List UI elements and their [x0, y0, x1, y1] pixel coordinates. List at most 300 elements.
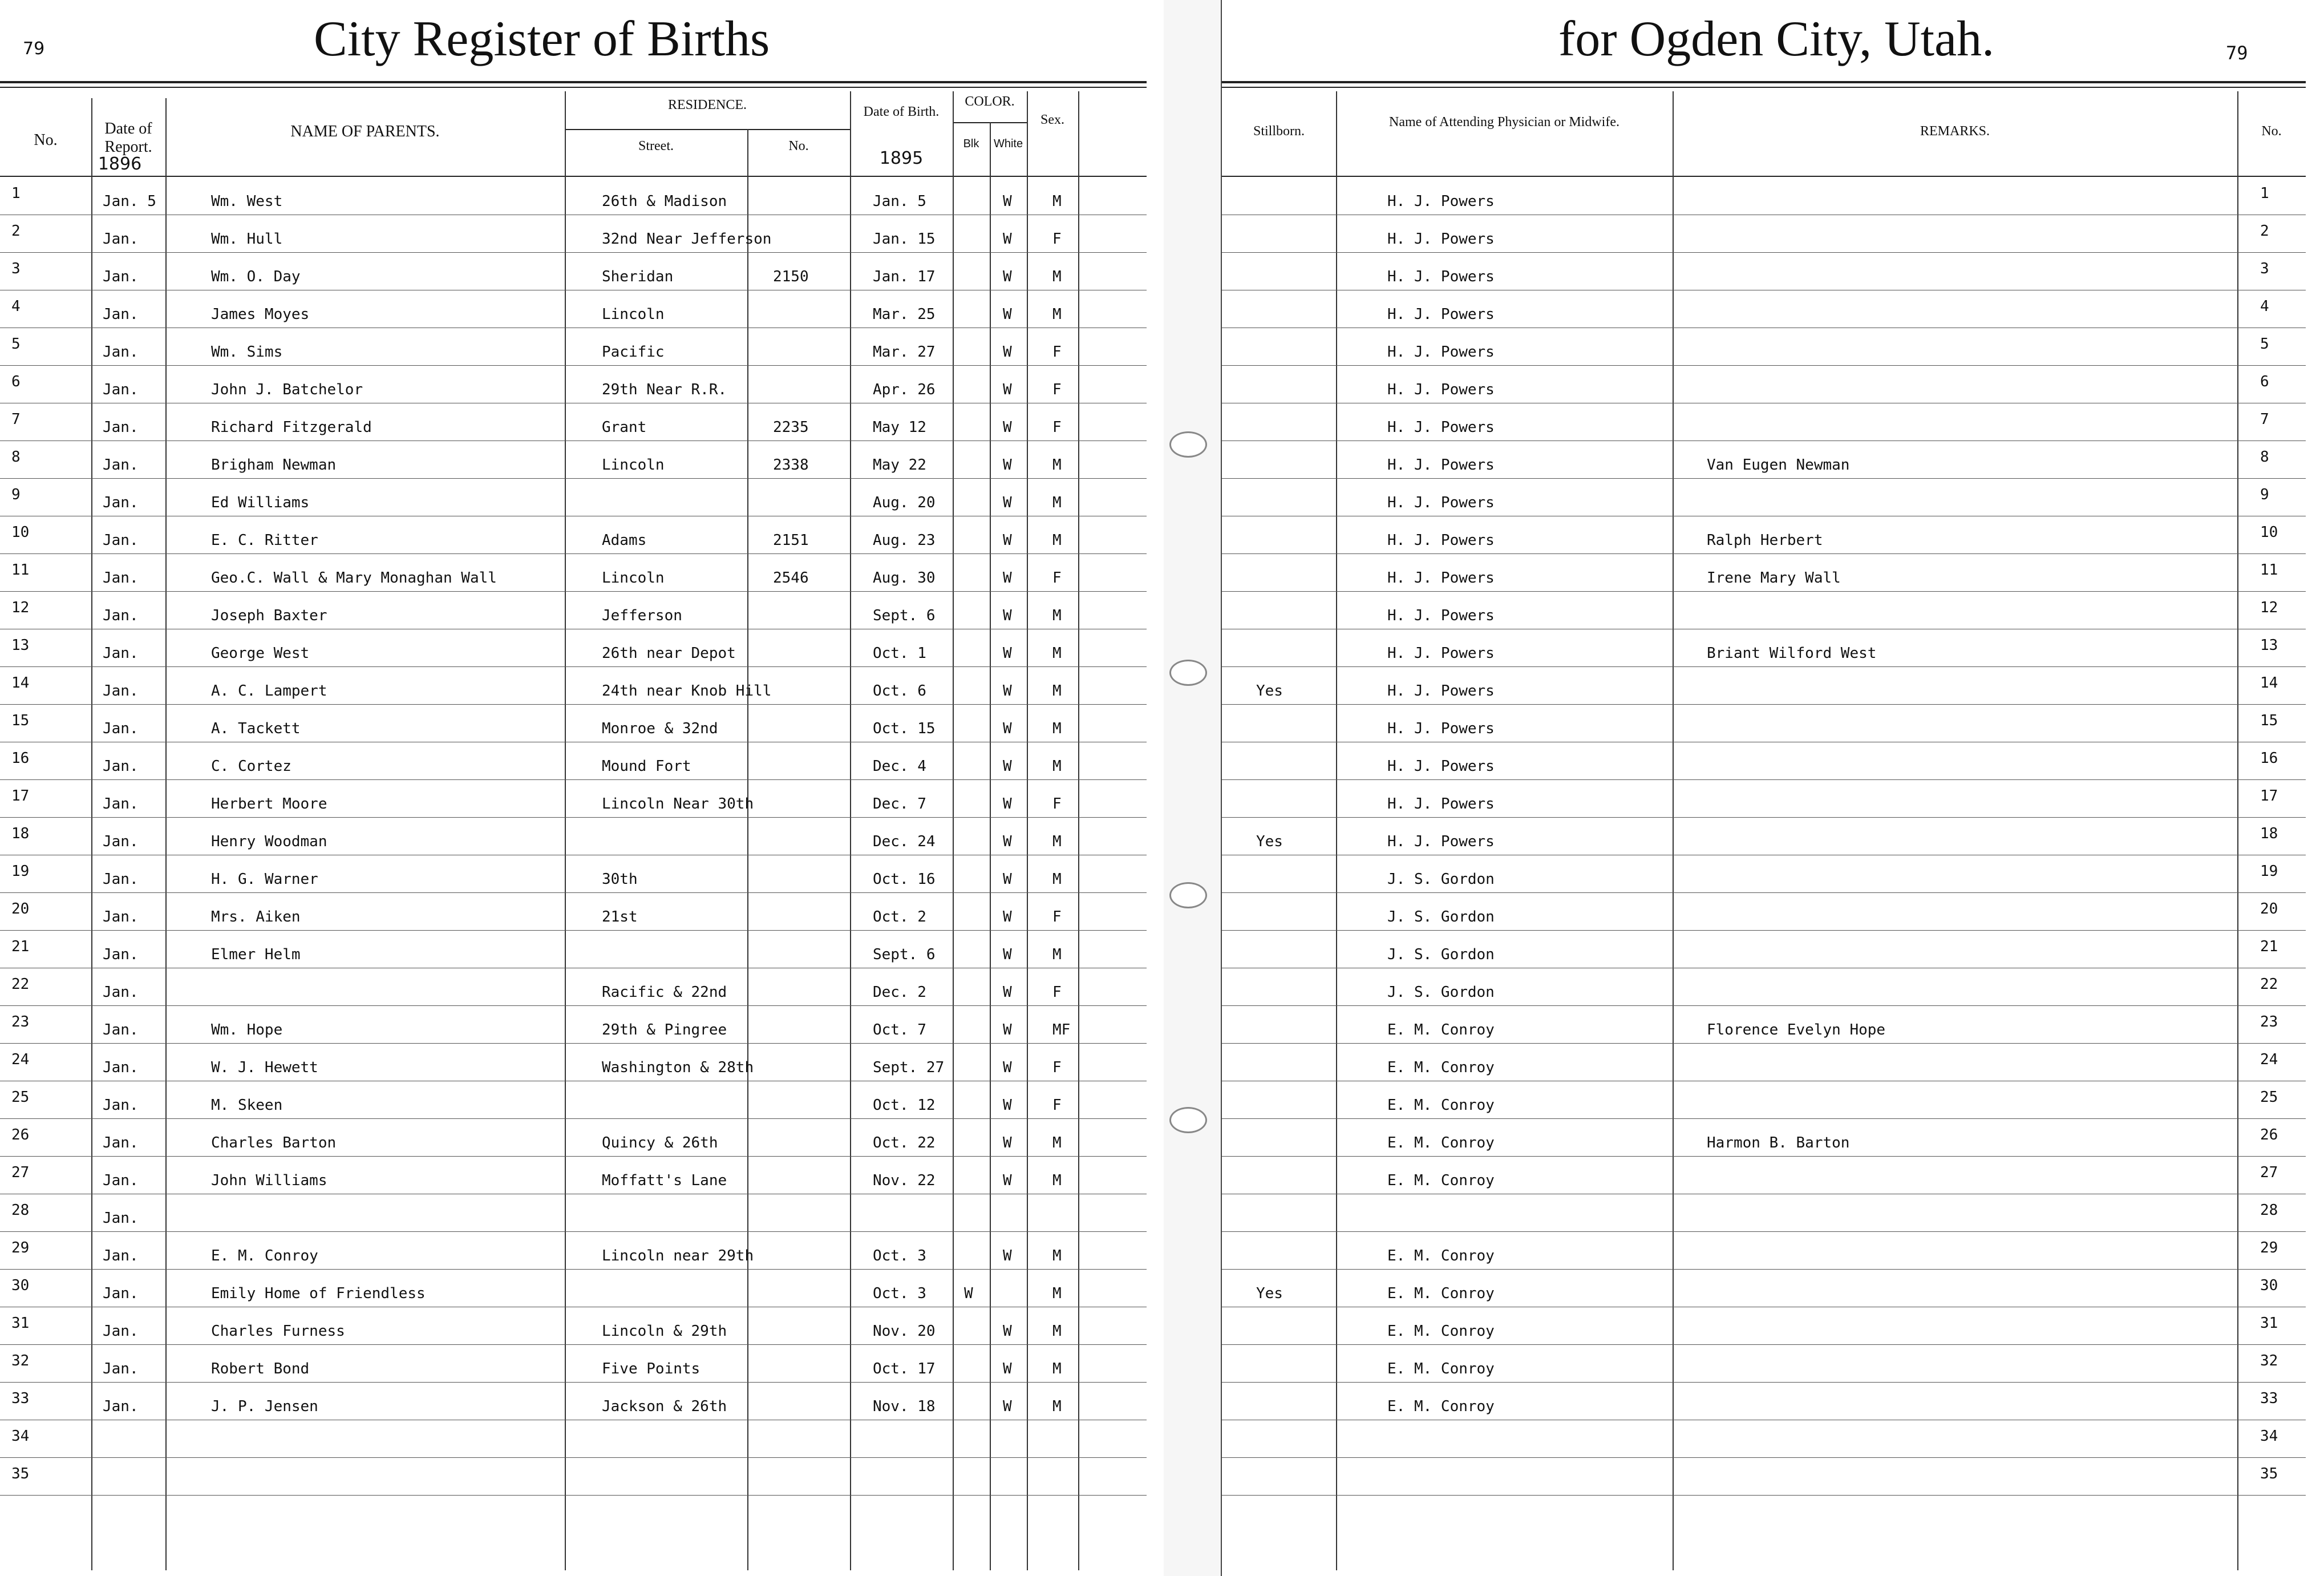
parents-name-cell: Wm. Sims	[211, 344, 283, 361]
remarks-cell: Irene Mary Wall	[1707, 569, 1841, 587]
row-number: 1	[11, 185, 21, 202]
date-of-birth-cell: Oct. 1	[873, 645, 926, 662]
color-white-cell: W	[1003, 532, 1012, 549]
date-of-birth-cell: Jan. 15	[873, 231, 936, 248]
physician-cell: E. M. Conroy	[1387, 1021, 1495, 1038]
register-row	[0, 1043, 1147, 1081]
left-title-rule-2	[0, 87, 1147, 88]
street-cell: Lincoln	[602, 569, 665, 587]
street-cell: Quincy & 26th	[602, 1134, 718, 1151]
sex-cell: M	[1052, 682, 1062, 700]
color-white-cell: W	[1003, 569, 1012, 587]
row-number-right: 10	[2260, 524, 2278, 541]
row-number: 5	[11, 336, 21, 353]
physician-cell: H. J. Powers	[1387, 419, 1495, 436]
row-number-right: 20	[2260, 900, 2278, 918]
date-of-birth-cell: Oct. 6	[873, 682, 926, 700]
date-of-report-cell: Jan.	[103, 456, 139, 474]
right-title-rule-2	[1222, 87, 2306, 88]
parents-name-cell: Mrs. Aiken	[211, 908, 301, 926]
date-of-birth-cell: Oct. 12	[873, 1097, 936, 1114]
date-of-report-cell: Jan.	[103, 758, 139, 775]
row-number-right: 30	[2260, 1277, 2278, 1294]
right-register-page	[1221, 0, 2324, 1576]
row-number: 19	[11, 863, 30, 880]
street-cell: Moffatt's Lane	[602, 1172, 727, 1189]
row-number-right: 15	[2260, 712, 2278, 729]
binding-gutter	[1164, 0, 1221, 1576]
row-number: 12	[11, 599, 30, 616]
register-row	[0, 252, 1147, 290]
date-of-birth-cell: Oct. 7	[873, 1021, 926, 1038]
sex-cell: M	[1052, 1172, 1062, 1189]
street-cell: 29th & Pingree	[602, 1021, 727, 1038]
col-header-no-right: No.	[2261, 124, 2282, 139]
col-header-physician: Name of Attending Physician or Midwife.	[1389, 115, 1619, 130]
col-header-date-of-report: Date of Report.	[104, 120, 152, 156]
row-number: 3	[11, 260, 21, 277]
row-number-right: 3	[2260, 260, 2269, 277]
physician-cell: H. J. Powers	[1387, 758, 1495, 775]
register-row-right	[1222, 968, 2306, 1006]
parents-name-cell: Charles Furness	[211, 1323, 345, 1340]
row-number: 8	[11, 448, 21, 466]
color-white-cell: W	[1003, 946, 1012, 963]
sex-cell: F	[1052, 1059, 1062, 1076]
stillborn-cell: Yes	[1256, 682, 1283, 700]
street-cell: Adams	[602, 532, 647, 549]
parents-name-cell: M. Skeen	[211, 1097, 283, 1114]
color-white-cell: W	[1003, 1172, 1012, 1189]
sex-cell: M	[1052, 494, 1062, 511]
parents-name-cell: H. G. Warner	[211, 871, 318, 888]
register-row	[0, 365, 1147, 403]
parents-name-cell: C. Cortez	[211, 758, 291, 775]
row-number: 4	[11, 298, 21, 315]
date-of-birth-cell: Sept. 6	[873, 607, 936, 624]
physician-cell: H. J. Powers	[1387, 344, 1495, 361]
color-white-cell: W	[1003, 419, 1012, 436]
date-of-report-cell: Jan.	[103, 231, 139, 248]
col-header-street-no: No.	[788, 139, 809, 153]
row-number-right: 11	[2260, 561, 2278, 579]
row-number: 11	[11, 561, 30, 579]
parents-name-cell: Wm. West	[211, 193, 283, 210]
street-cell: Racific & 22nd	[602, 984, 727, 1001]
parents-name-cell: Charles Barton	[211, 1134, 337, 1151]
row-number-right: 32	[2260, 1352, 2278, 1369]
register-row-right	[1222, 215, 2306, 253]
row-number: 9	[11, 486, 21, 503]
row-number-right: 19	[2260, 863, 2278, 880]
street-cell: Jefferson	[602, 607, 682, 624]
register-row-right	[1222, 1344, 2306, 1383]
sex-cell: F	[1052, 984, 1062, 1001]
color-white-cell: W	[1003, 193, 1012, 210]
register-row	[0, 1005, 1147, 1044]
register-row-right	[1222, 328, 2306, 366]
date-of-report-cell: Jan.	[103, 1323, 139, 1340]
parents-name-cell: J. P. Jensen	[211, 1398, 318, 1415]
sex-cell: M	[1052, 645, 1062, 662]
left-page-number: 79	[23, 39, 45, 59]
date-of-birth-cell: Sept. 27	[873, 1059, 945, 1076]
sex-cell: F	[1052, 569, 1062, 587]
date-of-report-cell: Jan. 5	[103, 193, 156, 210]
row-number: 29	[11, 1239, 30, 1256]
row-number-right: 18	[2260, 825, 2278, 842]
row-number: 17	[11, 787, 30, 805]
street-no-cell: 2235	[773, 419, 809, 436]
date-of-report-cell: Jan.	[103, 1360, 139, 1377]
row-number: 21	[11, 938, 30, 955]
street-cell: 26th near Depot	[602, 645, 736, 662]
parents-name-cell: Geo.C. Wall & Mary Monaghan Wall	[211, 569, 497, 587]
row-number-right: 25	[2260, 1089, 2278, 1106]
street-cell: Monroe & 32nd	[602, 720, 718, 737]
date-of-birth-cell: May 12	[873, 419, 926, 436]
date-of-birth-cell: Oct. 22	[873, 1134, 936, 1151]
right-page-number: 79	[2226, 42, 2248, 64]
date-of-report-cell: Jan.	[103, 306, 139, 323]
physician-cell: E. M. Conroy	[1387, 1172, 1495, 1189]
register-row-right	[1222, 1457, 2306, 1496]
register-row	[0, 742, 1147, 780]
punch-hole	[1169, 882, 1207, 908]
row-number: 20	[11, 900, 30, 918]
row-number-right: 17	[2260, 787, 2278, 805]
register-row	[0, 441, 1147, 479]
street-cell: Sheridan	[602, 268, 674, 285]
date-of-report-cell: Jan.	[103, 682, 139, 700]
col-header-date-of-birth: Date of Birth.	[863, 104, 940, 119]
parents-name-cell: Robert Bond	[211, 1360, 310, 1377]
physician-cell: H. J. Powers	[1387, 494, 1495, 511]
color-white-cell: W	[1003, 344, 1012, 361]
sex-cell: M	[1052, 1323, 1062, 1340]
register-row	[0, 704, 1147, 742]
col-header-name-of-parents: NAME OF PARENTS.	[290, 123, 440, 140]
row-number-right: 5	[2260, 336, 2269, 353]
register-row	[0, 591, 1147, 629]
street-cell: Five Points	[602, 1360, 701, 1377]
register-row-right	[1222, 817, 2306, 855]
row-number: 16	[11, 750, 30, 767]
register-row	[0, 1118, 1147, 1157]
row-number: 26	[11, 1126, 30, 1143]
date-of-birth-cell: Aug. 20	[873, 494, 936, 511]
register-row-right	[1222, 365, 2306, 403]
date-of-birth-cell: Sept. 6	[873, 946, 936, 963]
sex-cell: M	[1052, 720, 1062, 737]
sex-cell: F	[1052, 908, 1062, 926]
register-row-right	[1222, 1382, 2306, 1420]
parents-name-cell: Wm. O. Day	[211, 268, 301, 285]
street-no-cell: 2546	[773, 569, 809, 587]
register-row	[0, 1382, 1147, 1420]
street-cell: 32nd Near Jefferson	[602, 231, 772, 248]
date-of-birth-cell: Dec. 4	[873, 758, 926, 775]
color-white-cell: W	[1003, 908, 1012, 926]
physician-cell: H. J. Powers	[1387, 381, 1495, 398]
physician-cell: H. J. Powers	[1387, 720, 1495, 737]
row-number-right: 4	[2260, 298, 2269, 315]
date-of-birth-cell: Oct. 3	[873, 1247, 926, 1264]
date-of-report-cell: Jan.	[103, 494, 139, 511]
register-row-right	[1222, 704, 2306, 742]
date-of-report-cell: Jan.	[103, 1059, 139, 1076]
register-row	[0, 1269, 1147, 1307]
parents-name-cell: John Williams	[211, 1172, 327, 1189]
row-number-right: 33	[2260, 1390, 2278, 1407]
date-of-report-cell: Jan.	[103, 532, 139, 549]
physician-cell: J. S. Gordon	[1387, 946, 1495, 963]
sex-cell: M	[1052, 1398, 1062, 1415]
date-of-birth-cell: Jan. 17	[873, 268, 936, 285]
row-number: 14	[11, 674, 30, 692]
physician-cell: H. J. Powers	[1387, 682, 1495, 700]
register-row	[0, 1194, 1147, 1232]
parents-name-cell: Wm. Hope	[211, 1021, 283, 1038]
register-row	[0, 553, 1147, 592]
sex-cell: M	[1052, 1134, 1062, 1151]
register-row-right	[1222, 1005, 2306, 1044]
col-header-remarks: REMARKS.	[1920, 124, 1990, 139]
physician-cell: J. S. Gordon	[1387, 871, 1495, 888]
street-cell: 21st	[602, 908, 638, 926]
parents-name-cell: E. C. Ritter	[211, 532, 318, 549]
date-of-birth-cell: Dec. 2	[873, 984, 926, 1001]
row-number-right: 29	[2260, 1239, 2278, 1256]
parents-name-cell: Elmer Helm	[211, 946, 301, 963]
sex-cell: F	[1052, 419, 1062, 436]
row-number: 22	[11, 976, 30, 993]
date-of-report-cell: Jan.	[103, 569, 139, 587]
register-row-right	[1222, 441, 2306, 479]
register-row-right	[1222, 553, 2306, 592]
date-of-birth-cell: Oct. 2	[873, 908, 926, 926]
register-row	[0, 892, 1147, 931]
color-white-cell: W	[1003, 984, 1012, 1001]
physician-cell: H. J. Powers	[1387, 268, 1495, 285]
register-row	[0, 403, 1147, 441]
date-of-report-cell: Jan.	[103, 268, 139, 285]
date-of-report-cell: Jan.	[103, 607, 139, 624]
register-row-right	[1222, 629, 2306, 667]
row-number-right: 27	[2260, 1164, 2278, 1181]
row-number-right: 28	[2260, 1202, 2278, 1219]
date-of-birth-cell: Nov. 22	[873, 1172, 936, 1189]
register-row	[0, 290, 1147, 328]
register-row	[0, 215, 1147, 253]
date-of-birth-cell: Dec. 7	[873, 795, 926, 813]
register-row-right	[1222, 1081, 2306, 1119]
physician-cell: E. M. Conroy	[1387, 1059, 1495, 1076]
physician-cell: J. S. Gordon	[1387, 908, 1495, 926]
physician-cell: H. J. Powers	[1387, 795, 1495, 813]
date-of-birth-cell: Oct. 17	[873, 1360, 936, 1377]
parents-name-cell: John J. Batchelor	[211, 381, 363, 398]
register-row	[0, 1307, 1147, 1345]
row-number-right: 13	[2260, 637, 2278, 654]
street-cell: Pacific	[602, 344, 665, 361]
register-row	[0, 328, 1147, 366]
row-number-right: 35	[2260, 1465, 2278, 1482]
date-of-report-cell: Jan.	[103, 1097, 139, 1114]
left-title-rule	[0, 81, 1147, 83]
col-header-no: No.	[34, 131, 58, 149]
row-number: 10	[11, 524, 30, 541]
color-white-cell: W	[1003, 231, 1012, 248]
color-white-cell: W	[1003, 1059, 1012, 1076]
street-cell: Grant	[602, 419, 647, 436]
row-number: 2	[11, 223, 21, 240]
date-of-report-cell: Jan.	[103, 1247, 139, 1264]
register-row	[0, 666, 1147, 705]
parents-name-cell: W. J. Hewett	[211, 1059, 318, 1076]
remarks-cell: Briant Wilford West	[1707, 645, 1877, 662]
color-white-cell: W	[1003, 1021, 1012, 1038]
stillborn-cell: Yes	[1256, 833, 1283, 850]
sex-cell: M	[1052, 1285, 1062, 1302]
sex-cell: F	[1052, 231, 1062, 248]
parents-name-cell: Ed Williams	[211, 494, 310, 511]
color-white-cell: W	[1003, 381, 1012, 398]
row-number-right: 24	[2260, 1051, 2278, 1068]
physician-cell: H. J. Powers	[1387, 193, 1495, 210]
row-number: 33	[11, 1390, 30, 1407]
date-of-report-cell: Jan.	[103, 1021, 139, 1038]
sex-cell: M	[1052, 758, 1062, 775]
register-row-right	[1222, 1420, 2306, 1458]
punch-hole	[1169, 660, 1207, 686]
color-white-cell: W	[1003, 795, 1012, 813]
sex-cell: M	[1052, 268, 1062, 285]
row-number-right: 9	[2260, 486, 2269, 503]
physician-cell: H. J. Powers	[1387, 532, 1495, 549]
street-no-cell: 2338	[773, 456, 809, 474]
register-row-right	[1222, 252, 2306, 290]
remarks-cell: Florence Evelyn Hope	[1707, 1021, 1886, 1038]
date-of-birth-cell: Apr. 26	[873, 381, 936, 398]
sex-cell: M	[1052, 1360, 1062, 1377]
date-of-birth-cell: Mar. 25	[873, 306, 936, 323]
color-white-cell: W	[1003, 682, 1012, 700]
date-of-report-cell: Jan.	[103, 1172, 139, 1189]
row-number: 24	[11, 1051, 30, 1068]
sex-cell: M	[1052, 833, 1062, 850]
sex-cell: F	[1052, 344, 1062, 361]
register-row	[0, 968, 1147, 1006]
punch-hole	[1169, 1107, 1207, 1133]
col-header-color: COLOR.	[965, 94, 1015, 109]
parents-name-cell: James Moyes	[211, 306, 310, 323]
color-blk-cell: W	[964, 1285, 973, 1302]
row-number: 34	[11, 1428, 30, 1445]
date-of-birth-cell: May 22	[873, 456, 926, 474]
parents-name-cell: Henry Woodman	[211, 833, 327, 850]
physician-cell: E. M. Conroy	[1387, 1398, 1495, 1415]
physician-cell: E. M. Conroy	[1387, 1134, 1495, 1151]
row-number-right: 6	[2260, 373, 2269, 390]
date-of-birth-cell: Oct. 15	[873, 720, 936, 737]
register-row-right	[1222, 1194, 2306, 1232]
row-number-right: 2	[2260, 223, 2269, 240]
color-white-cell: W	[1003, 306, 1012, 323]
date-of-report-cell: Jan.	[103, 645, 139, 662]
row-number: 30	[11, 1277, 30, 1294]
remarks-cell: Ralph Herbert	[1707, 532, 1823, 549]
street-cell: Lincoln	[602, 306, 665, 323]
row-number-right: 16	[2260, 750, 2278, 767]
parents-name-cell: Brigham Newman	[211, 456, 337, 474]
physician-cell: H. J. Powers	[1387, 231, 1495, 248]
street-cell: Mound Fort	[602, 758, 691, 775]
color-white-cell: W	[1003, 720, 1012, 737]
row-number-right: 1	[2260, 185, 2269, 202]
register-row-right	[1222, 478, 2306, 516]
register-row-right	[1222, 1156, 2306, 1194]
date-of-birth-cell: Aug. 23	[873, 532, 936, 549]
physician-cell: H. J. Powers	[1387, 456, 1495, 474]
sex-cell: M	[1052, 871, 1062, 888]
row-number: 7	[11, 411, 21, 428]
register-row	[0, 177, 1147, 215]
sex-cell: F	[1052, 381, 1062, 398]
row-number: 27	[11, 1164, 30, 1181]
date-of-report-cell: Jan.	[103, 908, 139, 926]
street-cell: Lincoln near 29th	[602, 1247, 754, 1264]
residence-subrule	[565, 129, 850, 130]
date-of-report-cell: Jan.	[103, 871, 139, 888]
physician-cell: E. M. Conroy	[1387, 1323, 1495, 1340]
row-number: 28	[11, 1202, 30, 1219]
row-number: 35	[11, 1465, 30, 1482]
birth-year: 1895	[879, 148, 924, 168]
register-row-right	[1222, 1043, 2306, 1081]
register-row-right	[1222, 666, 2306, 705]
date-of-report-cell: Jan.	[103, 984, 139, 1001]
register-row-right	[1222, 591, 2306, 629]
street-no-cell: 2151	[773, 532, 809, 549]
register-row	[0, 516, 1147, 554]
row-number: 13	[11, 637, 30, 654]
sex-cell: M	[1052, 607, 1062, 624]
row-number: 25	[11, 1089, 30, 1106]
row-number-right: 26	[2260, 1126, 2278, 1143]
color-white-cell: W	[1003, 758, 1012, 775]
street-cell: 26th & Madison	[602, 193, 727, 210]
register-row-right	[1222, 855, 2306, 893]
physician-cell: H. J. Powers	[1387, 833, 1495, 850]
register-row-right	[1222, 1118, 2306, 1157]
color-white-cell: W	[1003, 1323, 1012, 1340]
color-white-cell: W	[1003, 1134, 1012, 1151]
date-of-birth-cell: Nov. 18	[873, 1398, 936, 1415]
parents-name-cell: E. M. Conroy	[211, 1247, 318, 1264]
sex-cell: M	[1052, 532, 1062, 549]
date-of-report-cell: Jan.	[103, 1134, 139, 1151]
sex-cell: M	[1052, 306, 1062, 323]
color-white-cell: W	[1003, 1097, 1012, 1114]
row-number: 15	[11, 712, 30, 729]
date-of-report-cell: Jan.	[103, 1285, 139, 1302]
physician-cell: H. J. Powers	[1387, 607, 1495, 624]
register-row-right	[1222, 1231, 2306, 1270]
col-header-white: White	[993, 138, 1023, 150]
date-of-birth-cell: Oct. 3	[873, 1285, 926, 1302]
row-number-right: 7	[2260, 411, 2269, 428]
